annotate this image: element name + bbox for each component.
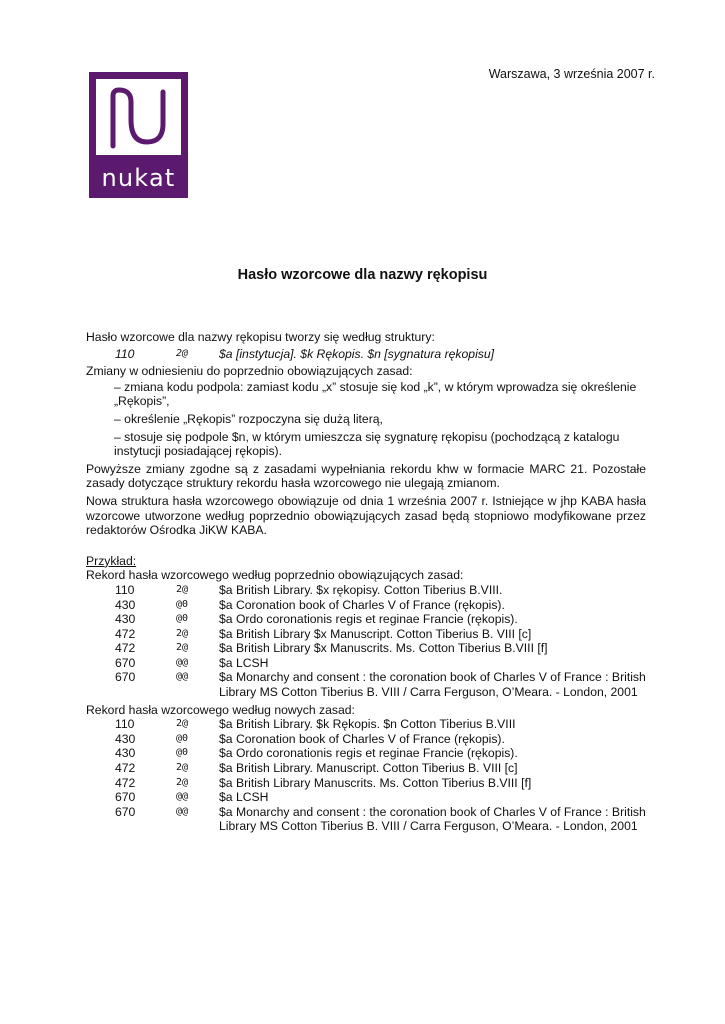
record-tag: 472	[115, 761, 136, 776]
document-title: Hasło wzorcowe dla nazwy rękopisu	[237, 267, 488, 283]
record-tag: 670	[115, 655, 136, 670]
record-row	[86, 746, 646, 761]
document-body	[86, 330, 646, 834]
record-row	[86, 790, 646, 805]
record-row	[86, 776, 646, 791]
record-text: $a Monarchy and consent : the coronation book of Charles V of France : British Library MS Cotton Tiberius B. VIII / Carra Ferguson, O’Meara. - London, 2001	[219, 804, 646, 834]
new-record-label: Rekord hasła wzorcowego według nowych zasad:	[86, 702, 355, 717]
record-text: $a Monarchy and consent : the coronation book of Charles V of France : British Library MS Cotton Tiberius B. VIII / Carra Ferguson, O’Meara. - London, 2001	[219, 670, 646, 700]
structure-tag: 110	[115, 346, 135, 361]
record-row	[86, 717, 646, 732]
record-text: $a British Library. $x rękopisy. Cotton Tiberius B.VIII.	[219, 582, 503, 597]
record-indicators: @0	[176, 598, 189, 610]
record-tag: 430	[115, 746, 136, 761]
record-tag: 670	[115, 804, 136, 819]
changes-intro: Zmiany w odniesieniu do poprzednio obowiązujących zasad:	[86, 364, 413, 379]
intro-text: Hasło wzorcowe dla nazwy rękopisu tworzy się według struktury:	[86, 330, 435, 344]
record-indicators: @@	[176, 805, 189, 817]
change-item: – określenie „Rękopis” rozpoczyna się dużą literą,	[114, 411, 383, 426]
record-text: $a British Library. Manuscript. Cotton Tiberius B. VIII [c]	[219, 761, 518, 776]
record-indicators: 2@	[176, 642, 189, 654]
record-text: $a LCSH	[219, 655, 269, 670]
record-text: $a British Library Manuscrits. Ms. Cotton Tiberius B.VIII [f]	[219, 775, 532, 790]
example-label: Przykład:	[86, 553, 137, 568]
record-row	[86, 627, 646, 642]
record-tag: 472	[115, 641, 136, 656]
record-row	[86, 670, 646, 699]
record-tag: 670	[115, 670, 136, 685]
record-indicators: @0	[176, 613, 189, 625]
record-tag: 472	[115, 626, 136, 641]
structure-indicators: 2@	[176, 347, 189, 359]
record-indicators: @@	[176, 671, 189, 683]
record-indicators: @0	[176, 747, 189, 759]
record-indicators: 2@	[176, 718, 189, 730]
record-indicators: @@	[176, 656, 189, 668]
old-record-label: Rekord hasła wzorcowego według poprzednio obowiązujących zasad:	[86, 568, 464, 583]
record-row	[86, 612, 646, 627]
record-text: $a British Library $x Manuscript. Cotton Tiberius B. VIII [c]	[219, 626, 532, 641]
record-text: $a Coronation book of Charles V of France (rękopis).	[219, 731, 505, 746]
record-indicators: 2@	[176, 583, 189, 595]
record-indicators: 2@	[176, 762, 189, 774]
document-date: Warszawa, 3 września 2007 r.	[488, 67, 655, 81]
record-text: $a British Library $x Manuscrits. Ms. Cotton Tiberius B.VIII [f]	[219, 641, 548, 656]
record-indicators: @0	[176, 732, 189, 744]
changes-list	[86, 380, 646, 459]
record-indicators: @@	[176, 791, 189, 803]
record-tag: 472	[115, 775, 136, 790]
paragraph-effective: Nowa struktura hasła wzorcowego obowiązuje od dnia 1 września 2007 r. Istniejące w jhp KABA hasła wzorcowe utworzone według poprzednio obowiązujących zasad będą stopniowo modyfikowane przez redaktorów Ośrodka JiKW KABA.	[86, 493, 646, 538]
record-tag: 430	[115, 597, 136, 612]
nukat-logo	[89, 72, 188, 198]
record-text: $a Ordo coronationis regis et reginae Francie (rękopis).	[219, 612, 518, 627]
new-records	[86, 717, 646, 834]
record-row	[86, 583, 646, 598]
record-text: $a Ordo coronationis regis et reginae Francie (rękopis).	[219, 746, 518, 761]
record-row	[86, 641, 646, 656]
record-row	[86, 805, 646, 834]
record-text: $a British Library. $k Rękopis. $n Cotton Tiberius B.VIII	[219, 717, 516, 732]
record-row	[86, 656, 646, 671]
record-row	[86, 598, 646, 613]
record-indicators: 2@	[176, 776, 189, 788]
record-indicators: 2@	[176, 627, 189, 639]
record-tag: 110	[115, 582, 135, 597]
change-item: – stosuje się podpole $n, w którym umieszcza się sygnaturę rękopisu (pochodzącą z katalogu instytucji posiadającej rękopis).	[114, 429, 620, 459]
record-tag: 110	[115, 717, 135, 732]
logo-frame	[96, 79, 181, 155]
record-tag: 430	[115, 731, 136, 746]
old-records	[86, 583, 646, 700]
logo-text: nukat	[101, 164, 176, 192]
record-text: $a LCSH	[219, 790, 269, 805]
paragraph-rules: Powyższe zmiany zgodne są z zasadami wypełniania rekordu khw w formacie MARC 21. Pozostałe zasady dotyczące struktury rekordu hasła wzorcowego nie ulegają zmianom.	[86, 461, 646, 491]
structure-text: $a [instytucja]. $k Rękopis. $n [sygnatura rękopisu]	[219, 346, 495, 361]
record-tag: 670	[115, 790, 136, 805]
record-row	[86, 732, 646, 747]
record-tag: 430	[115, 612, 136, 627]
structure-line	[86, 347, 646, 362]
record-row	[86, 761, 646, 776]
record-text: $a Coronation book of Charles V of France (rękopis).	[219, 597, 505, 612]
change-item: – zmiana kodu podpola: zamiast kodu „x” stosuje się kod „k”, w którym wprowadza się określenie „Rękopis”,	[114, 379, 637, 409]
